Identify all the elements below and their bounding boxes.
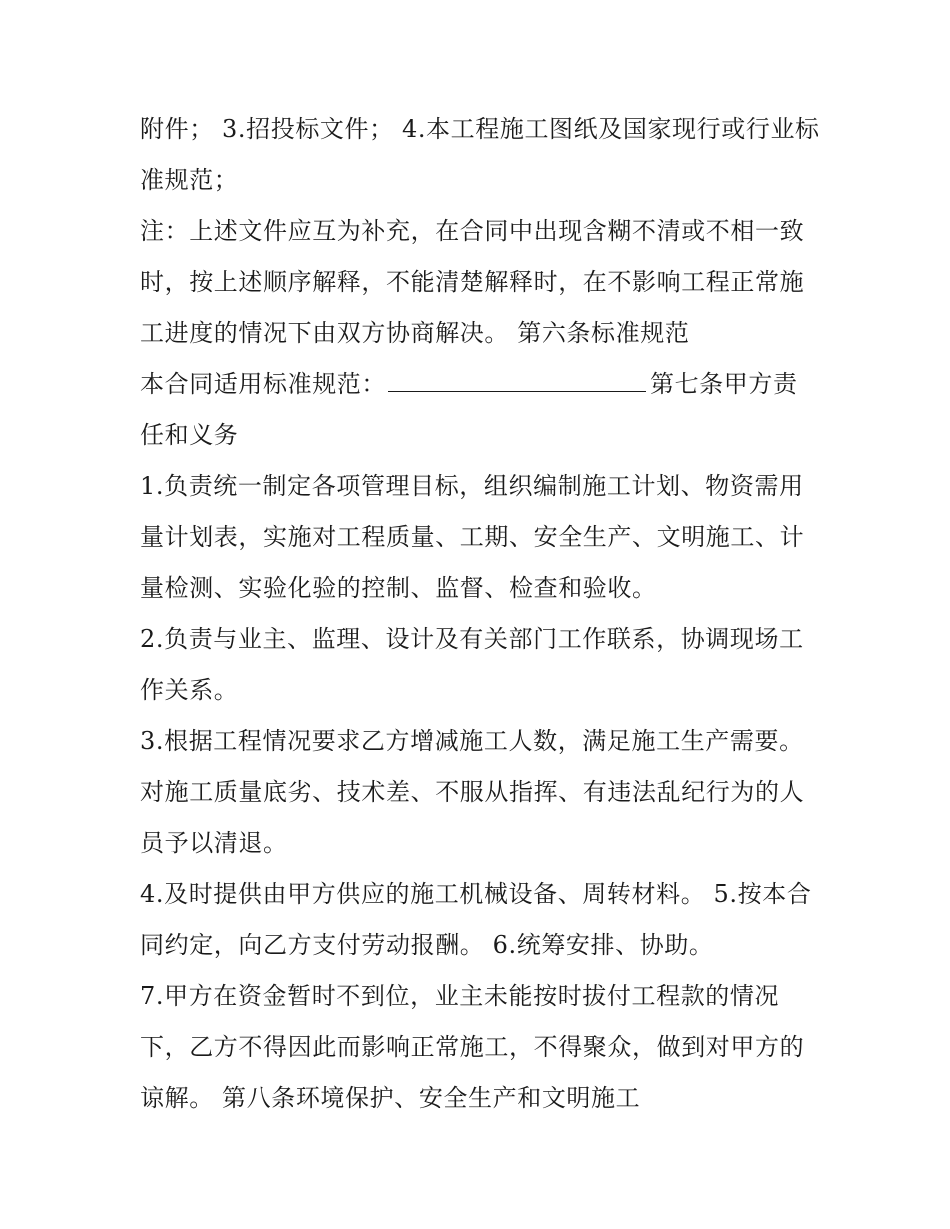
text-line: 员予以清退。 xyxy=(140,829,288,857)
text-line: 时，按上述顺序解释，不能清楚解释时，在不影响工程正常施 xyxy=(140,268,805,296)
text-line: 任和义务 xyxy=(140,421,239,449)
text-line: 7.甲方在资金暂时不到位，业主未能按时拔付工程款的情况 xyxy=(140,982,780,1010)
text-line: 对施工质量底劣、技术差、不服从指挥、有违法乱纪行为的人 xyxy=(140,778,805,806)
text-line-with-blank xyxy=(140,359,820,410)
text-line: 3.根据工程情况要求乙方增减施工人数，满足施工生产需要。 xyxy=(140,727,804,755)
text-line: 量检测、实验化验的控制、监督、检查和验收。 xyxy=(140,574,657,602)
fill-in-blank xyxy=(388,369,646,392)
text-line: 1.负责统一制定各项管理目标，组织编制施工计划、物资需用 xyxy=(140,472,804,500)
standards-label: 本合同适用标准规范： xyxy=(140,370,386,398)
text-line: 4.及时提供由甲方供应的施工机械设备、周转材料。 5.按本合 xyxy=(140,880,812,908)
text-line: 准规范； xyxy=(140,166,239,194)
text-line: 量计划表，实施对工程质量、工期、安全生产、文明施工、计 xyxy=(140,523,805,551)
document-page xyxy=(140,104,820,1124)
text-line: 下，乙方不得因此而影响正常施工，不得聚众，做到对甲方的 xyxy=(140,1033,805,1061)
text-line: 同约定，向乙方支付劳动报酬。 6.统筹安排、协助。 xyxy=(140,931,714,959)
article-seven-heading-start: 第七条甲方责 xyxy=(650,370,798,398)
text-line: 工进度的情况下由双方协商解决。 第六条标准规范 xyxy=(140,319,690,347)
text-line: 谅解。 第八条环境保护、安全生产和文明施工 xyxy=(140,1084,641,1112)
text-line: 注：上述文件应互为补充，在合同中出现含糊不清或不相一致 xyxy=(140,217,805,245)
text-line: 2.负责与业主、监理、设计及有关部门工作联系，协调现场工 xyxy=(140,625,804,653)
text-line: 附件； 3.招投标文件； 4.本工程施工图纸及国家现行或行业标 xyxy=(140,115,820,143)
text-line: 作关系。 xyxy=(140,676,239,704)
